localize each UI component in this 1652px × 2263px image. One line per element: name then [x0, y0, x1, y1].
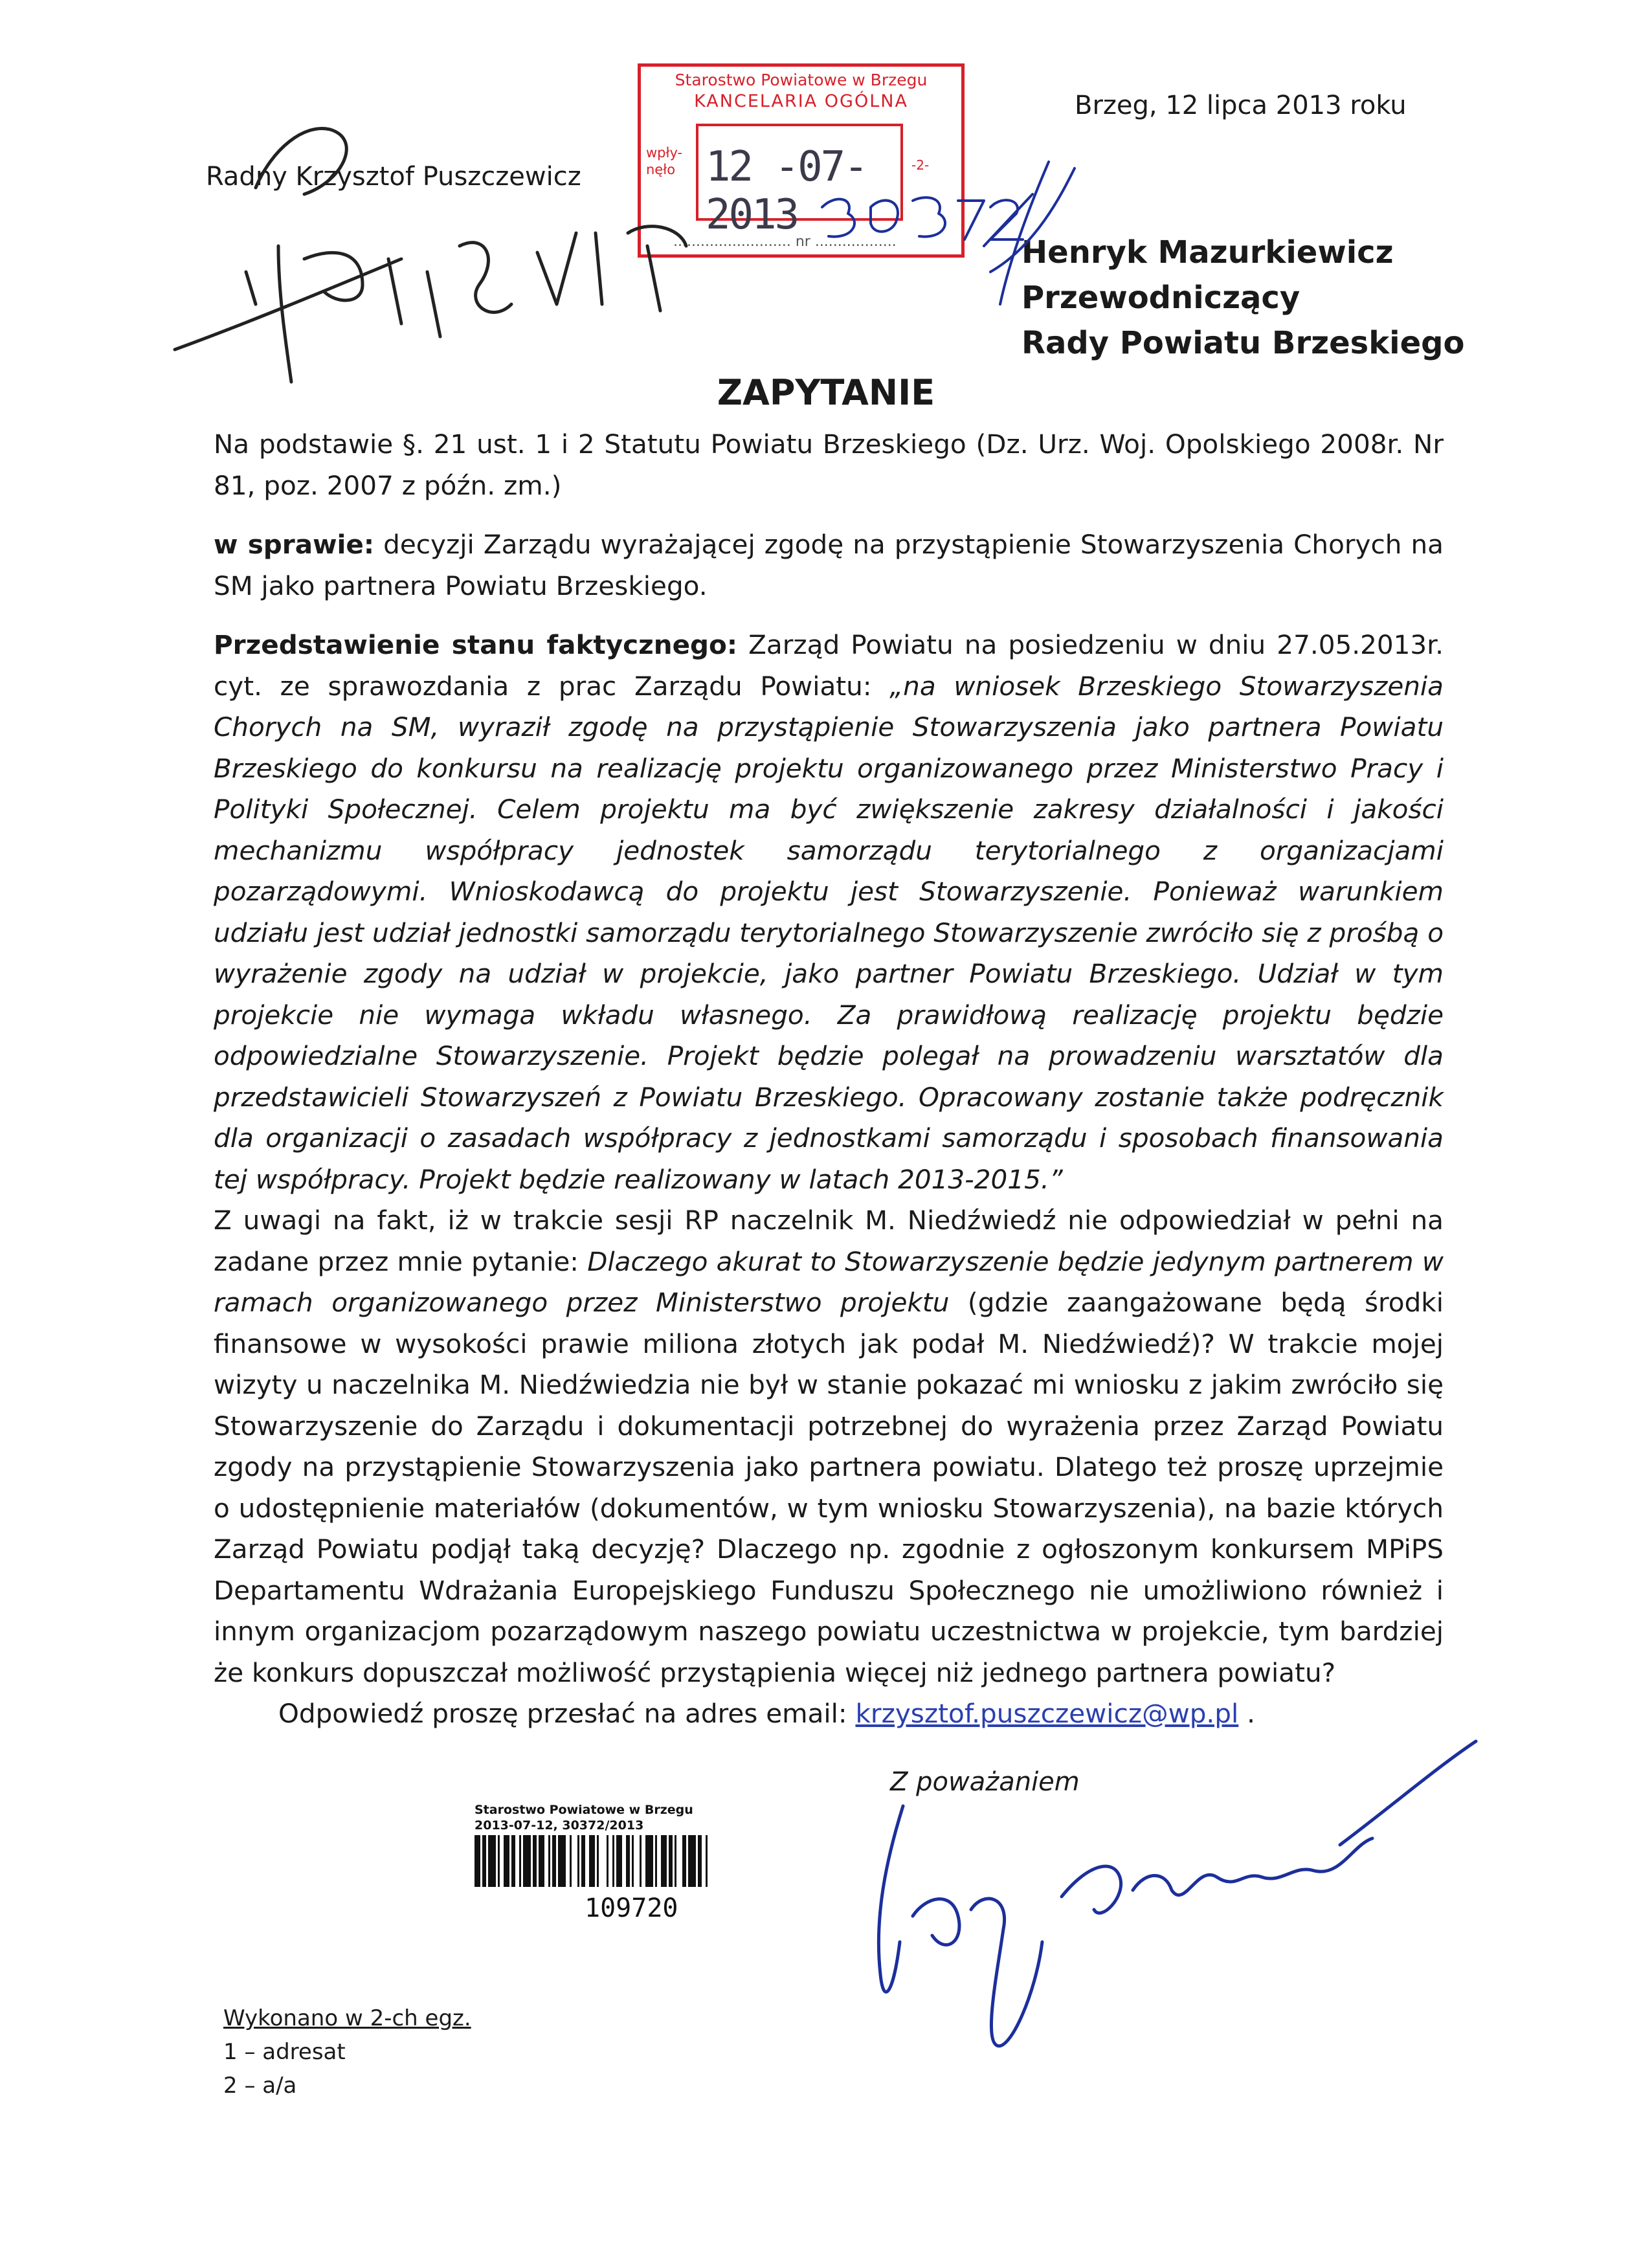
barcode-bar [552, 1835, 556, 1887]
stamp-department: KANCELARIA OGÓLNA [694, 91, 908, 111]
barcode-bar [645, 1835, 653, 1887]
barcode-bar [640, 1835, 642, 1887]
question-text: Dlaczego akurat to Stowarzyszenie będzie jedynym partnerem w ramach organizowanego przez Ministerstwo projektu [214, 1245, 1444, 1318]
barcode-bar [616, 1835, 622, 1887]
barcode-bar [523, 1835, 531, 1887]
stamp-office: Starostwo Powiatowe w Brzegu [675, 71, 928, 89]
barcode-bar [498, 1835, 500, 1887]
barcode-bar [533, 1835, 537, 1887]
facts-intro: Zarząd Powiatu na posiedzeniu w dniu 27.05.2013r. cyt. ze sprawozdania z prac Zarządu Powiatu: [214, 629, 1444, 702]
reply-end: . [1238, 1698, 1255, 1729]
stamp-side-mark: -2- [911, 157, 930, 173]
reply-text: Odpowiedź proszę przesłać na adres email: [278, 1698, 856, 1729]
sender-name: Radny Krzysztof Puszczewicz [206, 162, 581, 192]
barcode-bar [581, 1835, 585, 1887]
recipient-name: Henryk Mazurkiewicz [1021, 234, 1394, 271]
barcode-bar [558, 1835, 566, 1887]
dispatch-mark-scribble [175, 227, 686, 382]
legal-basis: Na podstawie §. 21 ust. 1 i 2 Statutu Powiatu Brzeskiego (Dz. Urz. Woj. Opolskiego 2008r. Nr 81, poz. 2007 z późn. zm.) [214, 429, 1444, 501]
barcode-label [474, 1803, 753, 1932]
stamp-number-line: .......................... nr .................. [673, 234, 897, 250]
barcode-bar [632, 1835, 634, 1887]
barcode-bar [675, 1835, 676, 1887]
copies-title: Wykonano w 2-ch egz. [223, 2005, 471, 2031]
copies-item-1: 1 – adresat [223, 2039, 346, 2065]
barcode-bar [488, 1835, 496, 1887]
barcode-bar [519, 1835, 521, 1887]
recipient-role: Przewodniczący [1021, 280, 1300, 316]
stamp-received-label: wpły- nęło [646, 145, 683, 177]
barcode-bar [539, 1835, 544, 1887]
reply-email-link[interactable]: krzysztof.puszczewicz@wp.pl [855, 1698, 1239, 1729]
subject-text: decyzji Zarządu wyrażającej zgodę na przystąpienie Stowarzyszenia Chorych na SM jako partnera Powiatu Brzeskiego. [214, 529, 1444, 601]
facts-label: Przedstawienie stanu faktycznego: [214, 629, 738, 660]
barcode-bar [682, 1835, 686, 1887]
reply-paragraph [214, 1693, 1444, 1735]
barcode-bar [706, 1835, 708, 1887]
recipient-block [1021, 230, 1464, 366]
barcode-bar [597, 1835, 599, 1887]
barcode-bar [504, 1835, 509, 1887]
barcode-bar [669, 1835, 673, 1887]
letter-body [214, 424, 1444, 1735]
barcode-bar [577, 1835, 579, 1887]
barcode-bar [589, 1835, 595, 1887]
stamp-date: 12 -07- 2013 [706, 143, 867, 239]
barcode-office: Starostwo Powiatowe w Brzegu [474, 1803, 693, 1817]
subject-paragraph [214, 524, 1444, 607]
registry-stamp [638, 63, 965, 258]
document-title: ZAPYTANIE [717, 372, 935, 413]
question-paragraph [214, 1200, 1444, 1693]
barcode-bar [655, 1835, 657, 1887]
barcode-bar [607, 1835, 608, 1887]
barcode-bar [474, 1835, 480, 1887]
question-intro: Z uwagi na fakt, iż w trakcie sesji RP naczelnik M. Niedźwiedź nie odpowiedział w pełni na zadane przez mnie pytanie: [214, 1205, 1444, 1277]
barcode-bar [661, 1835, 667, 1887]
closing-salutation: Z poważaniem [890, 1767, 1080, 1797]
barcode-reference: 2013-07-12, 30372/2013 [474, 1818, 644, 1833]
question-rest: (gdzie zaangażowane będą środki finansowe w wysokości prawie miliona złotych jak podał M. Niedźwiedź)? W trakcie mojej wizyty u naczelnika M. Niedźwiedzia nie był w stanie pokazać mi wniosku z jakim zwróciło się Stowarzyszenie do Zarządu i dokumentacji potrzebnej do wyrażenia przez Zarząd Powiatu zgody na przystąpienie Stowarzyszenia jako partnera powiatu. Dlatego też proszę uprzejmie o udostępnienie materiałów (dokumentów, w tym wniosku Stowarzyszenia), na bazie których Zarząd Powiatu podjął taką decyzję? Dlaczego np. zgodnie z ogłoszonym konkursem MPiPS Departamentu Wdrażania Europejskiego Funduszu Społecznego nie umożliwiono również i innym organizacjom pozarządowym naszego powiatu uczestnictwa w projekcie, tym bardziej że konkurs dopuszczał możliwość przystąpienia więcej niż jednego partnera powiatu? [214, 1287, 1444, 1688]
barcode-bars [474, 1835, 785, 1890]
barcode-bar [612, 1835, 614, 1887]
copies-note [223, 2001, 471, 2102]
facts-paragraph [214, 625, 1444, 1200]
stamp-nr-label: nr [795, 234, 810, 250]
barcode-bar [511, 1835, 515, 1887]
barcode-bar [626, 1835, 630, 1887]
recipient-body: Rady Powiatu Brzeskiego [1021, 325, 1465, 361]
barcode-bar [698, 1835, 702, 1887]
place-and-date: Brzeg, 12 lipca 2013 roku [1075, 91, 1407, 120]
barcode-bar [688, 1835, 696, 1887]
barcode-bar [482, 1835, 486, 1887]
barcode-bar [570, 1835, 572, 1887]
facts-quote: „na wniosek Brzeskiego Stowarzyszenia Chorych na SM, wyraził zgodę na przystąpienie Stowarzyszenia jako partnera Powiatu Brzeskiego do konkursu na realizację projektu organizowanego przez Ministerstwo Pracy i Polityki Społecznej. Celem projektu ma być zwiększenie zakresy działalności i jakości mechanizmu współpracy jednostek samorządu terytorialnego z organizacjami pozarządowymi. Wnioskodawcą do projektu jest Stowarzyszenie. Ponieważ warunkiem udziału jest udział jednostki samorządu terytorialnego Stowarzyszenie zwróciło się z prośbą o wyrażenie zgody na udział w projekcie, jako partner Powiatu Brzeskiego. Udział w tym projekcie nie wymaga wkładu własnego. Za prawidłową realizację projektu będzie odpowiedzialne Stowarzyszenie. Projekt będzie polegał na prowadzeniu warsztatów dla przedstawicieli Stowarzyszeń z Powiatu Brzeskiego. Opracowany zostanie także podręcznik dla organizacji o zasadach współpracy z jednostkami samorządu i sposobach finansowania tej współpracy. Projekt będzie realizowany w latach 2013-2015.” [214, 670, 1444, 1195]
barcode-bar [548, 1835, 550, 1887]
barcode-number: 109720 [585, 1893, 678, 1923]
subject-label: w sprawie: [214, 529, 375, 560]
copies-item-2: 2 – a/a [223, 2073, 297, 2099]
